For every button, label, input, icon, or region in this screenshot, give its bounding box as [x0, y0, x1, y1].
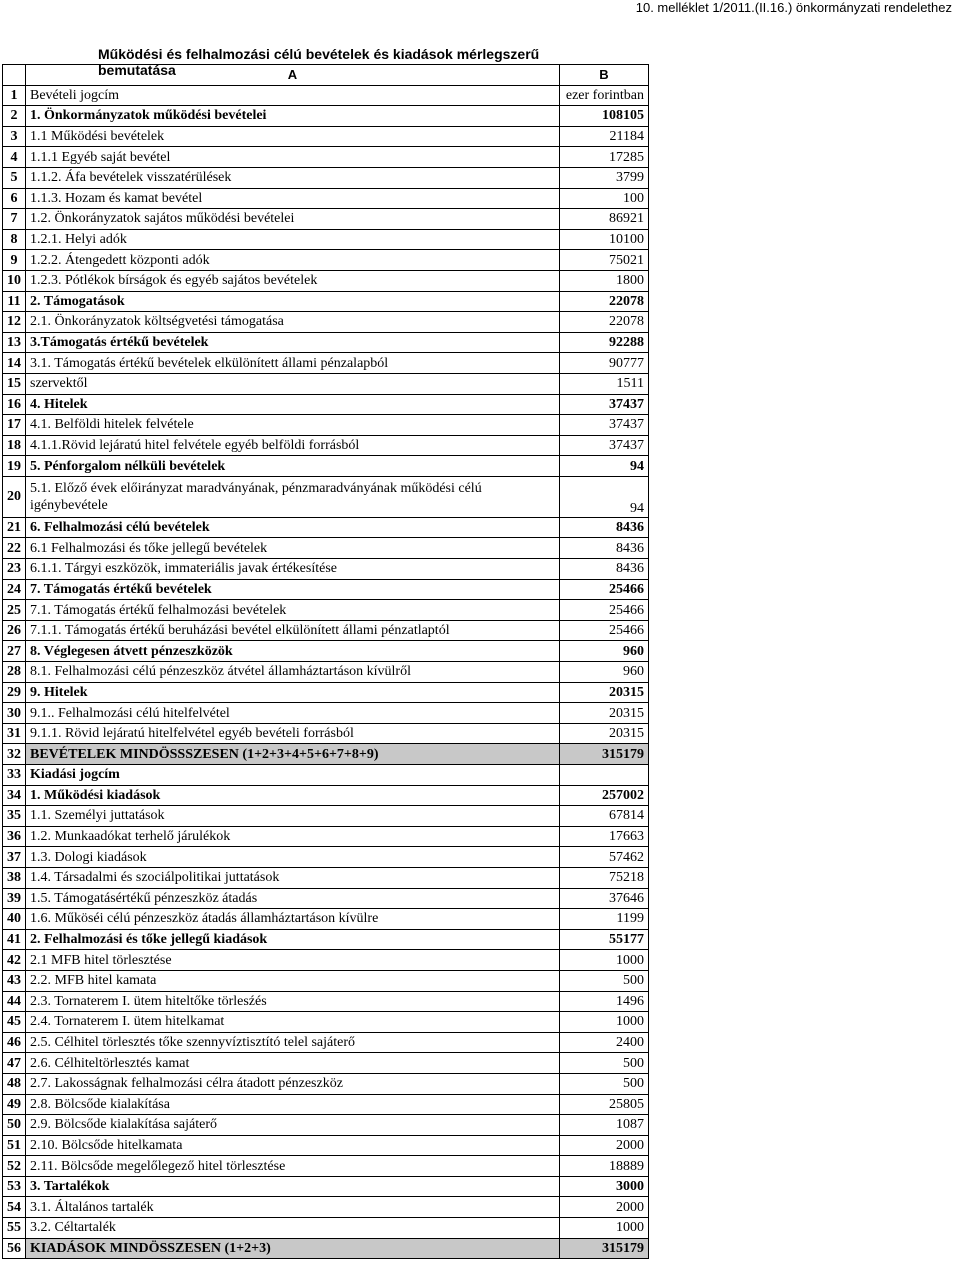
row-number: 55 [3, 1218, 26, 1239]
table-row [3, 106, 649, 127]
row-label: BEVÉTELEK MINDÖSSSZESEN (1+2+3+4+5+6+7+8+9) [26, 744, 560, 765]
row-number: 40 [3, 909, 26, 930]
row-label: 3.1. Általános tartalék [26, 1197, 560, 1218]
row-number: 15 [3, 373, 26, 394]
row-value: 67814 [560, 806, 649, 827]
table-row [3, 435, 649, 456]
row-number: 19 [3, 456, 26, 477]
table-row [3, 1176, 649, 1197]
row-number: 48 [3, 1073, 26, 1094]
table-row [3, 1218, 649, 1239]
row-label: 9.1.. Felhalmozási célú hitelfelvétel [26, 703, 560, 724]
row-label: 1.6. Műköséi célú pénzeszköz átadás államháztartáson kívülre [26, 909, 560, 930]
row-number: 33 [3, 765, 26, 786]
row-value: 37437 [560, 394, 649, 415]
row-label: 5. Pénforgalom nélküli bevételek [26, 456, 560, 477]
row-value: 1087 [560, 1115, 649, 1136]
row-label: 2.3. Tornaterem I. ütem hiteltőke törlesźés [26, 991, 560, 1012]
row-number: 38 [3, 867, 26, 888]
row-number: 14 [3, 353, 26, 374]
row-number: 26 [3, 620, 26, 641]
row-label: 6.1.1. Tárgyi eszközök, immateriális javak értékesítése [26, 559, 560, 580]
row-label: 8.1. Felhalmozási célú pénzeszköz átvétel államháztartáson kívülről [26, 662, 560, 683]
row-value: 57462 [560, 847, 649, 868]
row-number: 5 [3, 167, 26, 188]
row-number: 49 [3, 1094, 26, 1115]
table-row [3, 682, 649, 703]
row-label: 4. Hitelek [26, 394, 560, 415]
table-row [3, 950, 649, 971]
row-number: 11 [3, 291, 26, 312]
row-value: 94 [560, 456, 649, 477]
row-value: 37437 [560, 435, 649, 456]
row-number: 18 [3, 435, 26, 456]
table-row [3, 662, 649, 683]
row-label: 6.1 Felhalmozási és tőke jellegű bevételek [26, 538, 560, 559]
table-row [3, 85, 649, 106]
row-number: 52 [3, 1156, 26, 1177]
row-number: 10 [3, 270, 26, 291]
table-row [3, 929, 649, 950]
row-value: 3799 [560, 167, 649, 188]
table-row [3, 167, 649, 188]
row-label: 2.7. Lakosságnak felhalmozási célra átadott pénzeszköz [26, 1073, 560, 1094]
row-value: 100 [560, 188, 649, 209]
row-label: 2.5. Célhitel törlesztés tőke szennyvíztisztító telel sajáterő [26, 1032, 560, 1053]
row-label: 9. Hitelek [26, 682, 560, 703]
row-value: 25466 [560, 579, 649, 600]
row-value: 75218 [560, 867, 649, 888]
row-number: 28 [3, 662, 26, 683]
row-value: 55177 [560, 929, 649, 950]
table-row [3, 1156, 649, 1177]
row-label: 5.1. Előző évek előirányzat maradványának, pénzmaradványának működési célú igénybevétele [26, 476, 560, 517]
row-value: 17663 [560, 826, 649, 847]
row-label: 2.1. Önkorányzatok költségvetési támogatása [26, 312, 560, 333]
row-number: 25 [3, 600, 26, 621]
table-row [3, 394, 649, 415]
row-label: szervektől [26, 373, 560, 394]
row-value: 90777 [560, 353, 649, 374]
row-label: Kiadási jogcím [26, 765, 560, 786]
table-row [3, 888, 649, 909]
table-row [3, 1238, 649, 1259]
table-row [3, 456, 649, 477]
row-number: 24 [3, 579, 26, 600]
row-number: 1 [3, 85, 26, 106]
row-value: 20315 [560, 723, 649, 744]
table-row [3, 332, 649, 353]
row-number: 34 [3, 785, 26, 806]
row-value: ezer forintban [560, 85, 649, 106]
row-label: 6. Felhalmozási célú bevételek [26, 517, 560, 538]
row-value: 25466 [560, 600, 649, 621]
row-value: 2000 [560, 1197, 649, 1218]
row-value: 108105 [560, 106, 649, 127]
table-row [3, 209, 649, 230]
row-number: 43 [3, 970, 26, 991]
budget-table [2, 64, 649, 1259]
table-row [3, 415, 649, 436]
column-header-row [3, 65, 649, 86]
table-row [3, 909, 649, 930]
row-number: 54 [3, 1197, 26, 1218]
row-value: 960 [560, 641, 649, 662]
row-number: 32 [3, 744, 26, 765]
row-label: 1.1.2. Áfa bevételek visszatérülések [26, 167, 560, 188]
row-value: 1800 [560, 270, 649, 291]
table-row [3, 723, 649, 744]
row-value [560, 765, 649, 786]
row-value: 94 [560, 476, 649, 517]
row-label: 2.2. MFB hitel kamata [26, 970, 560, 991]
row-number: 13 [3, 332, 26, 353]
row-number: 36 [3, 826, 26, 847]
table-row [3, 1012, 649, 1033]
row-label: 1. Önkormányzatok működési bevételei [26, 106, 560, 127]
row-label: 2.1 MFB hitel törlesztése [26, 950, 560, 971]
row-number-header [3, 65, 26, 86]
row-number: 23 [3, 559, 26, 580]
row-label: 2. Támogatások [26, 291, 560, 312]
row-label: 2.10. Bölcsőde hitelkamata [26, 1135, 560, 1156]
row-value: 1000 [560, 1218, 649, 1239]
row-label: 1.2. Önkorányzatok sajátos működési bevételei [26, 209, 560, 230]
row-number: 8 [3, 229, 26, 250]
row-number: 16 [3, 394, 26, 415]
row-value: 2400 [560, 1032, 649, 1053]
row-value: 75021 [560, 250, 649, 271]
row-label: 1.2. Munkaadókat terhelő járulékok [26, 826, 560, 847]
table-row [3, 620, 649, 641]
row-number: 12 [3, 312, 26, 333]
table-row [3, 847, 649, 868]
row-number: 22 [3, 538, 26, 559]
document-title: Működési és felhalmozási célú bevételek és kiadások mérlegszerű bemutatása [98, 46, 540, 78]
table-row [3, 1197, 649, 1218]
table-row [3, 641, 649, 662]
regulation-note: 10. melléklet 1/2011.(II.16.) önkormányzati rendelethez [635, 0, 952, 15]
row-label: 1.4. Társadalmi és szociálpolitikai juttatások [26, 867, 560, 888]
table-row [3, 744, 649, 765]
row-label: 1.5. Támogatásértékű pénzeszköz átadás [26, 888, 560, 909]
row-number: 44 [3, 991, 26, 1012]
table-row [3, 559, 649, 580]
table-row [3, 538, 649, 559]
row-number: 35 [3, 806, 26, 827]
row-value: 92288 [560, 332, 649, 353]
row-label: 7.1. Támogatás értékű felhalmozási bevételek [26, 600, 560, 621]
row-label: 3. Tartalékok [26, 1176, 560, 1197]
row-number: 41 [3, 929, 26, 950]
row-value: 22078 [560, 291, 649, 312]
row-value: 86921 [560, 209, 649, 230]
row-label: 4.1. Belföldi hitelek felvétele [26, 415, 560, 436]
row-label: 1.3. Dologi kiadások [26, 847, 560, 868]
row-label: 7.1.1. Támogatás értékű beruházási bevétel elkülönített állami pénzatlaptól [26, 620, 560, 641]
row-value: 21184 [560, 126, 649, 147]
table-row [3, 517, 649, 538]
row-value: 8436 [560, 559, 649, 580]
row-number: 31 [3, 723, 26, 744]
row-label: 1.1.3. Hozam és kamat bevétel [26, 188, 560, 209]
row-value: 37437 [560, 415, 649, 436]
row-number: 50 [3, 1115, 26, 1136]
table-row [3, 229, 649, 250]
row-value: 1496 [560, 991, 649, 1012]
row-value: 25805 [560, 1094, 649, 1115]
row-label: 1.1.1 Egyéb saját bevétel [26, 147, 560, 168]
row-number: 51 [3, 1135, 26, 1156]
table-row [3, 579, 649, 600]
row-label: 2.9. Bölcsőde kialakítása sajáterő [26, 1115, 560, 1136]
table-row [3, 1032, 649, 1053]
row-value: 22078 [560, 312, 649, 333]
row-number: 2 [3, 106, 26, 127]
column-header-a: A [26, 65, 560, 86]
row-label: 2.11. Bölcsőde megelőlegező hitel törlesztése [26, 1156, 560, 1177]
row-value: 500 [560, 970, 649, 991]
row-number: 21 [3, 517, 26, 538]
row-number: 4 [3, 147, 26, 168]
table-row [3, 476, 649, 517]
row-number: 3 [3, 126, 26, 147]
row-label: KIADÁSOK MINDÖSSZESEN (1+2+3) [26, 1238, 560, 1259]
row-label: 3.2. Céltartalék [26, 1218, 560, 1239]
row-value: 10100 [560, 229, 649, 250]
table-row [3, 1135, 649, 1156]
row-value: 2000 [560, 1135, 649, 1156]
table-row [3, 867, 649, 888]
row-label: 8. Véglegesen átvett pénzeszközök [26, 641, 560, 662]
row-value: 500 [560, 1053, 649, 1074]
row-label: 9.1.1. Rövid lejáratú hitelfelvétel egyéb bevételi forrásból [26, 723, 560, 744]
row-value: 960 [560, 662, 649, 683]
row-label: 2.8. Bölcsőde kialakítása [26, 1094, 560, 1115]
row-number: 17 [3, 415, 26, 436]
row-value: 37646 [560, 888, 649, 909]
table-row [3, 1115, 649, 1136]
row-number: 53 [3, 1176, 26, 1197]
table-row [3, 147, 649, 168]
row-label: 1.2.1. Helyi adók [26, 229, 560, 250]
table-row [3, 806, 649, 827]
row-value: 257002 [560, 785, 649, 806]
row-value: 500 [560, 1073, 649, 1094]
row-label: 1.2.2. Átengedett központi adók [26, 250, 560, 271]
table-row [3, 826, 649, 847]
row-value: 18889 [560, 1156, 649, 1177]
row-value: 25466 [560, 620, 649, 641]
row-value: 8436 [560, 517, 649, 538]
row-value: 1511 [560, 373, 649, 394]
table-row [3, 970, 649, 991]
table-row [3, 1053, 649, 1074]
row-number: 37 [3, 847, 26, 868]
row-label: 2.6. Célhiteltörlesztés kamat [26, 1053, 560, 1074]
row-value: 315179 [560, 1238, 649, 1259]
row-number: 56 [3, 1238, 26, 1259]
table-row [3, 291, 649, 312]
table-row [3, 312, 649, 333]
table-row [3, 353, 649, 374]
row-label: 1.1 Működési bevételek [26, 126, 560, 147]
row-label: 3.1. Támogatás értékű bevételek elkülönített állami pénzalapból [26, 353, 560, 374]
table-row [3, 703, 649, 724]
row-number: 27 [3, 641, 26, 662]
table-row [3, 1073, 649, 1094]
row-label: 4.1.1.Rövid lejáratú hitel felvétele egyéb belföldi forrásból [26, 435, 560, 456]
row-label: 2. Felhalmozási és tőke jellegű kiadások [26, 929, 560, 950]
table-row [3, 270, 649, 291]
table-row [3, 991, 649, 1012]
column-header-b: B [560, 65, 649, 86]
table-row [3, 600, 649, 621]
row-value: 3000 [560, 1176, 649, 1197]
row-number: 29 [3, 682, 26, 703]
table-row [3, 373, 649, 394]
row-value: 17285 [560, 147, 649, 168]
row-number: 46 [3, 1032, 26, 1053]
table-row [3, 250, 649, 271]
row-value: 1000 [560, 950, 649, 971]
row-number: 6 [3, 188, 26, 209]
row-label: 3.Támogatás értékű bevételek [26, 332, 560, 353]
row-number: 9 [3, 250, 26, 271]
row-number: 45 [3, 1012, 26, 1033]
row-number: 42 [3, 950, 26, 971]
table-row [3, 785, 649, 806]
table-row [3, 126, 649, 147]
table-body [3, 85, 649, 1259]
row-label: 1.1. Személyi juttatások [26, 806, 560, 827]
row-label: Bevételi jogcím [26, 85, 560, 106]
table-row [3, 765, 649, 786]
table-row [3, 188, 649, 209]
row-label: 2.4. Tornaterem I. ütem hitelkamat [26, 1012, 560, 1033]
row-value: 1199 [560, 909, 649, 930]
row-number: 20 [3, 476, 26, 517]
row-number: 30 [3, 703, 26, 724]
row-value: 1000 [560, 1012, 649, 1033]
row-number: 47 [3, 1053, 26, 1074]
row-value: 20315 [560, 682, 649, 703]
row-value: 315179 [560, 744, 649, 765]
row-value: 8436 [560, 538, 649, 559]
row-value: 20315 [560, 703, 649, 724]
row-label: 7. Támogatás értékű bevételek [26, 579, 560, 600]
table-row [3, 1094, 649, 1115]
row-label: 1. Működési kiadások [26, 785, 560, 806]
row-number: 39 [3, 888, 26, 909]
row-label: 1.2.3. Pótlékok bírságok és egyéb sajátos bevételek [26, 270, 560, 291]
row-number: 7 [3, 209, 26, 230]
